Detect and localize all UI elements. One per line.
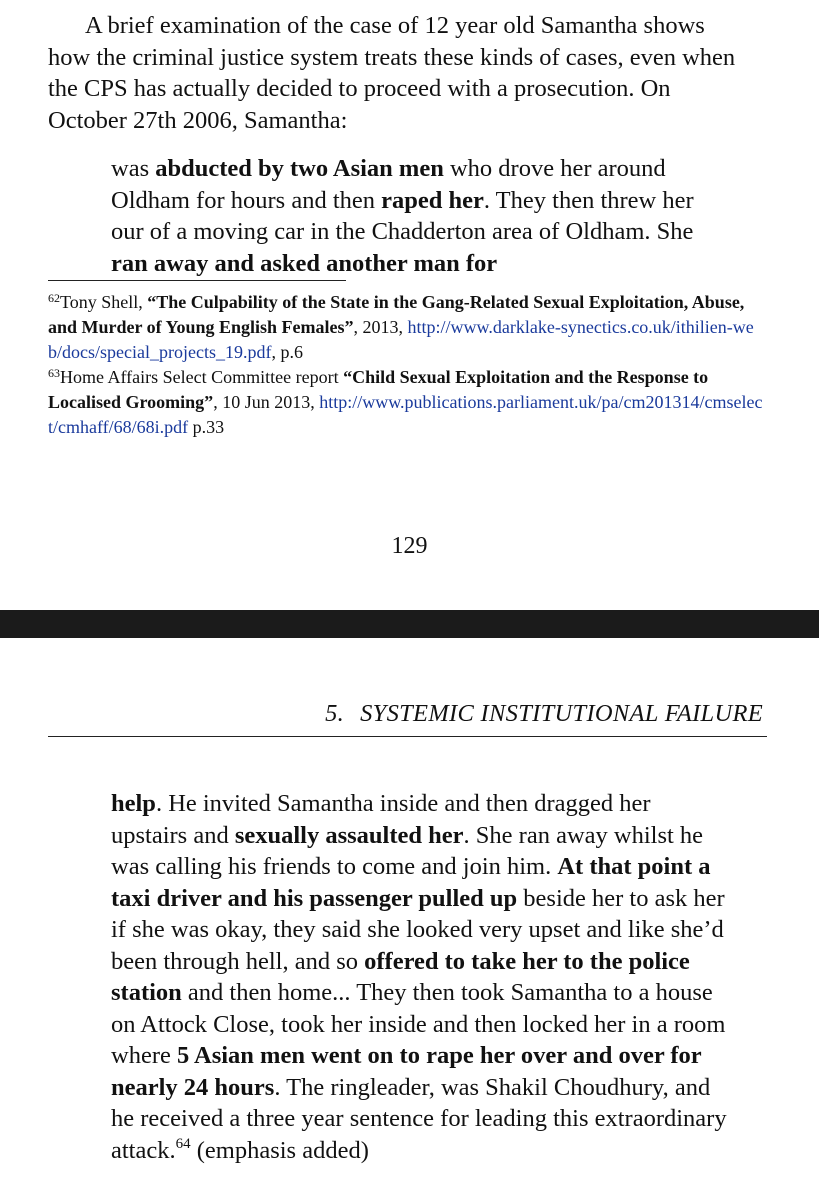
quote-text: beside her to ask her if she was okay, they said she looked very upset and like she’d been through hell, and so [111,884,725,975]
footnote-number: 62 [48,291,60,305]
chapter-title: SYSTEMIC INSTITUTIONAL FAILURE [360,700,763,727]
footnote-page: , p.6 [271,342,303,362]
quote-text: who drove her around Oldham for hours and then [111,155,666,214]
page-130 [0,638,819,1200]
quote-text: was [111,155,156,182]
quote-emphasis: abducted by two Asian men [155,155,444,182]
intro-line-3: the CPS has actually decided to proceed with a prosecution. On [48,75,671,102]
footnote-62 [48,290,764,365]
footnote-title: “The Culpability of the State in the Gang-Related Sexual Exploitation, Abuse, and Murder of Young English Females” [48,292,745,337]
header-rule [48,736,767,737]
quote-text: (emphasis added) [190,1136,369,1164]
footnote-date: , 2013, [353,317,408,337]
page-number: 129 [391,533,428,559]
block-quote-part-1 [111,153,731,279]
quote-emphasis: 5 Asian men went on to rape her over and over for nearly 24 hours [111,1042,702,1101]
running-head [325,700,763,728]
footnote-date: , 10 Jun 2013, [213,392,320,412]
quote-text: . They then threw her our of a moving car in the Chadderton area of Oldham. She [111,186,694,245]
footnotes [48,290,764,440]
block-quote-part-2 [111,788,731,1166]
intro-line-1: A brief examination of the case of 12 year old Samantha shows [85,12,705,39]
footnote-page: p.33 [188,417,225,437]
intro-paragraph [48,10,770,136]
quote-emphasis: offered to take her to the police station [111,947,690,1006]
footnote-link[interactable]: http://www.publications.parliament.uk/pa/cm201314/cmselect/cmhaff/68/68i.pdf [48,392,763,437]
footnote-link[interactable]: http://www.darklake-synectics.co.uk/ithilien-web/docs/special_projects_19.pdf [48,317,754,362]
quote-emphasis: help [111,790,156,817]
footnote-rule [48,280,346,281]
intro-line-2: how the criminal justice system treats these kinds of cases, even when [48,43,736,71]
page-separator [0,610,819,638]
quote-emphasis: raped her [381,186,484,214]
quote-text: and then home... They then took Samantha to a house on Attock Close, took her inside and then locked her in a room where [111,979,726,1069]
footnote-title: “Child Sexual Exploitation and the Response to Localised Grooming” [48,367,709,412]
footnote-author: Home Affairs Select Committee report [60,367,344,387]
footnote-63 [48,365,764,440]
quote-text: . She ran away whilst he was calling his friends to come and join him. [111,821,704,880]
footnote-number: 63 [48,366,60,380]
footnote-reference[interactable]: 64 [175,1135,191,1152]
chapter-number: 5. [325,700,345,727]
intro-line-4: October 27th 2006, Samantha: [48,106,348,134]
quote-text: . He invited Samantha inside and then dragged her upstairs and [111,790,651,849]
quote-emphasis: sexually assaulted her [234,821,464,849]
quote-emphasis: ran away and asked another man for [111,249,498,277]
footnote-author: Tony Shell, [60,292,148,312]
quote-emphasis: At that point a taxi driver and his passenger pulled up [111,853,711,912]
quote-text: . The ringleader, was Shakil Choudhury, and he received a three year sentence for leading this extraordinary attack. [111,1073,727,1164]
